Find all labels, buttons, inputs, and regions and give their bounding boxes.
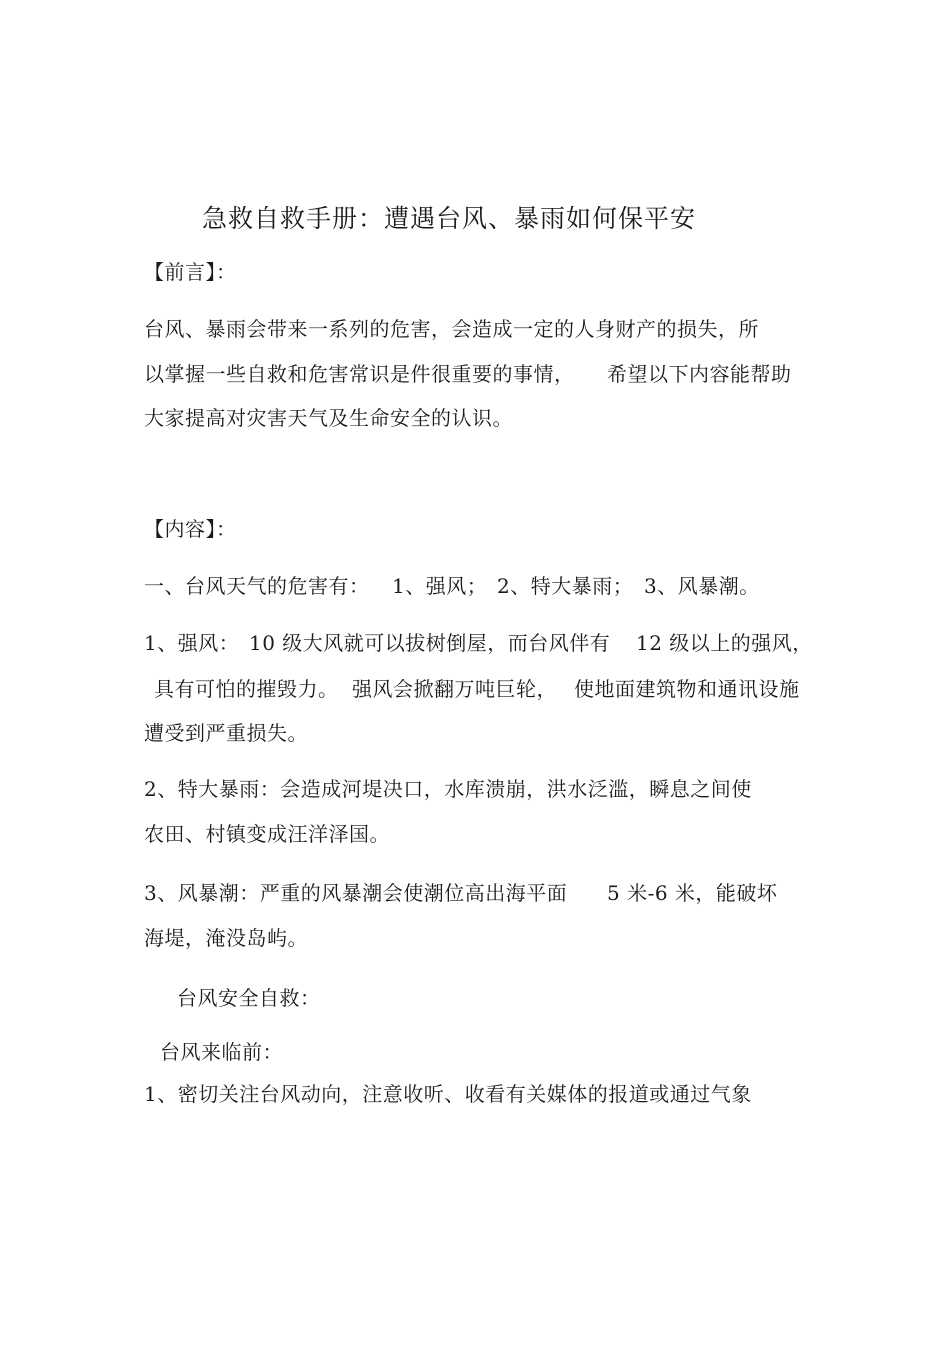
- rain-line-2: 农田、村镇变成汪洋泽国。: [144, 822, 390, 846]
- wind-line-2a: 具有可怕的摧毁力。: [154, 677, 339, 701]
- before-item-1: 1、密切关注台风动向，注意收听、收看有关媒体的报道或通过气象: [144, 1082, 752, 1106]
- wind-line-1c: 12 级以上的强风，: [636, 631, 813, 655]
- wind-line-1a: 1、强风：: [144, 631, 240, 655]
- wind-line-1b: 10 级大风就可以拔树倒屋，而台风伴有: [249, 631, 611, 655]
- preface-line-3: 大家提高对灾害天气及生命安全的认识。: [144, 406, 513, 430]
- preface-line-2: 以掌握一些自救和危害常识是件很重要的事情，: [144, 362, 575, 386]
- wind-line-2c: 使地面建筑物和通讯设施: [574, 677, 800, 701]
- preface-line-2b: 希望以下内容能帮助: [607, 362, 792, 386]
- wind-line-3: 遭受到严重损失。: [144, 721, 308, 745]
- preface-heading: 【前言】：: [144, 260, 237, 284]
- rain-line-1: 2、特大暴雨：会造成河堤决口，水库溃崩，洪水泛滥，瞬息之间使: [144, 777, 752, 801]
- safety-heading: 台风安全自救：: [177, 986, 321, 1010]
- preface-line-1: 台风、暴雨会带来一系列的危害，会造成一定的人身财产的损失，所: [144, 317, 759, 341]
- surge-line-1b: 5 米-6 米，能破坏: [607, 881, 778, 905]
- hazard-item-3: 3、风暴潮。: [644, 574, 760, 598]
- document-title: 急救自救手册：遭遇台风、暴雨如何保平安: [202, 204, 697, 233]
- hazards-intro: 一、台风天气的危害有：: [144, 574, 370, 598]
- hazard-item-2: 2、特大暴雨；: [497, 574, 634, 598]
- hazard-item-1: 1、强风；: [392, 574, 488, 598]
- before-heading: 台风来临前：: [160, 1040, 283, 1064]
- wind-line-2b: 强风会掀翻万吨巨轮，: [352, 677, 557, 701]
- content-heading: 【内容】：: [144, 517, 237, 541]
- surge-line-2: 海堤，淹没岛屿。: [144, 926, 308, 950]
- surge-line-1a: 3、风暴潮：严重的风暴潮会使潮位高出海平面: [144, 881, 568, 905]
